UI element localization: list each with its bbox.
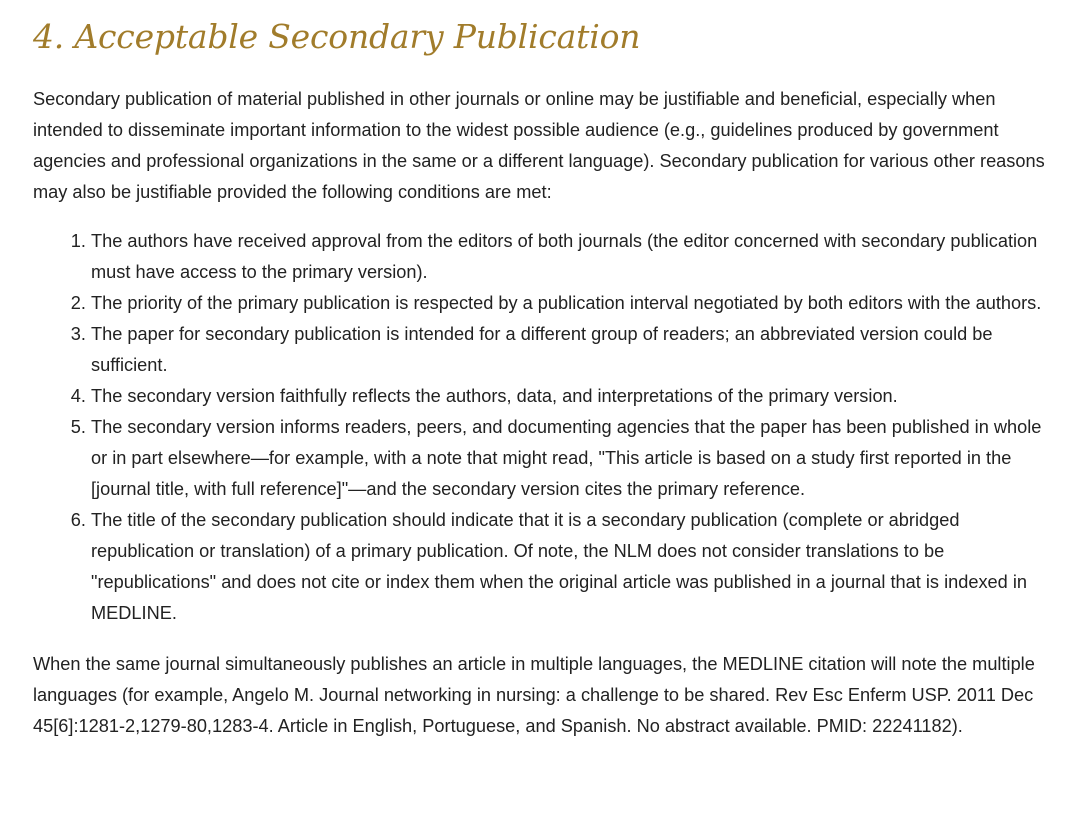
closing-paragraph: When the same journal simultaneously publishes an article in multiple languages, the MEDLINE citation will note the multiple languages (for example, Angelo M. Journal networking in nursing: a challenge to be shared. Rev Esc Enferm USP. 2011 Dec 45[6]:1281-2,1279-80,1283-4. Article in English, Portuguese, and Spanish. No abstract available. PMID: 22241182). — [33, 654, 1035, 736]
article-section — [33, 14, 1053, 742]
section-title: 4. Acceptable Secondary Publication — [33, 17, 641, 56]
intro-paragraph: Secondary publication of material published in other journals or online may be justifiable and beneficial, especially when intended to disseminate important information to the widest possible audience (e.g., guidelines produced by government agencies and professional organizations in the same or a different language). Secondary publication for various other reasons may also be justifiable provided the following conditions are met: — [33, 89, 1045, 202]
condition-item: 2. The priority of the primary publication is respected by a publication interval negotiated by both editors with the authors. — [91, 288, 1053, 319]
condition-item: 5. The secondary version informs readers, peers, and documenting agencies that the paper has been published in whole or in part elsewhere—for example, with a note that might read, "This article is based on a study first reported in the [journal title, with full reference]"—and the secondary version cites the primary reference. — [91, 412, 1053, 505]
conditions-list — [33, 226, 1053, 629]
condition-item: 4. The secondary version faithfully reflects the authors, data, and interpretations of the primary version. — [91, 381, 1053, 412]
condition-item: 3. The paper for secondary publication is intended for a different group of readers; an abbreviated version could be sufficient. — [91, 319, 1053, 381]
condition-item: 1. The authors have received approval from the editors of both journals (the editor concerned with secondary publication must have access to the primary version). — [91, 226, 1053, 288]
condition-item: 6. The title of the secondary publication should indicate that it is a secondary publication (complete or abridged republication or translation) of a primary publication. Of note, the NLM does not consider translations to be "republications" and does not cite or index them when the original article was published in a journal that is indexed in MEDLINE. — [91, 505, 1053, 629]
